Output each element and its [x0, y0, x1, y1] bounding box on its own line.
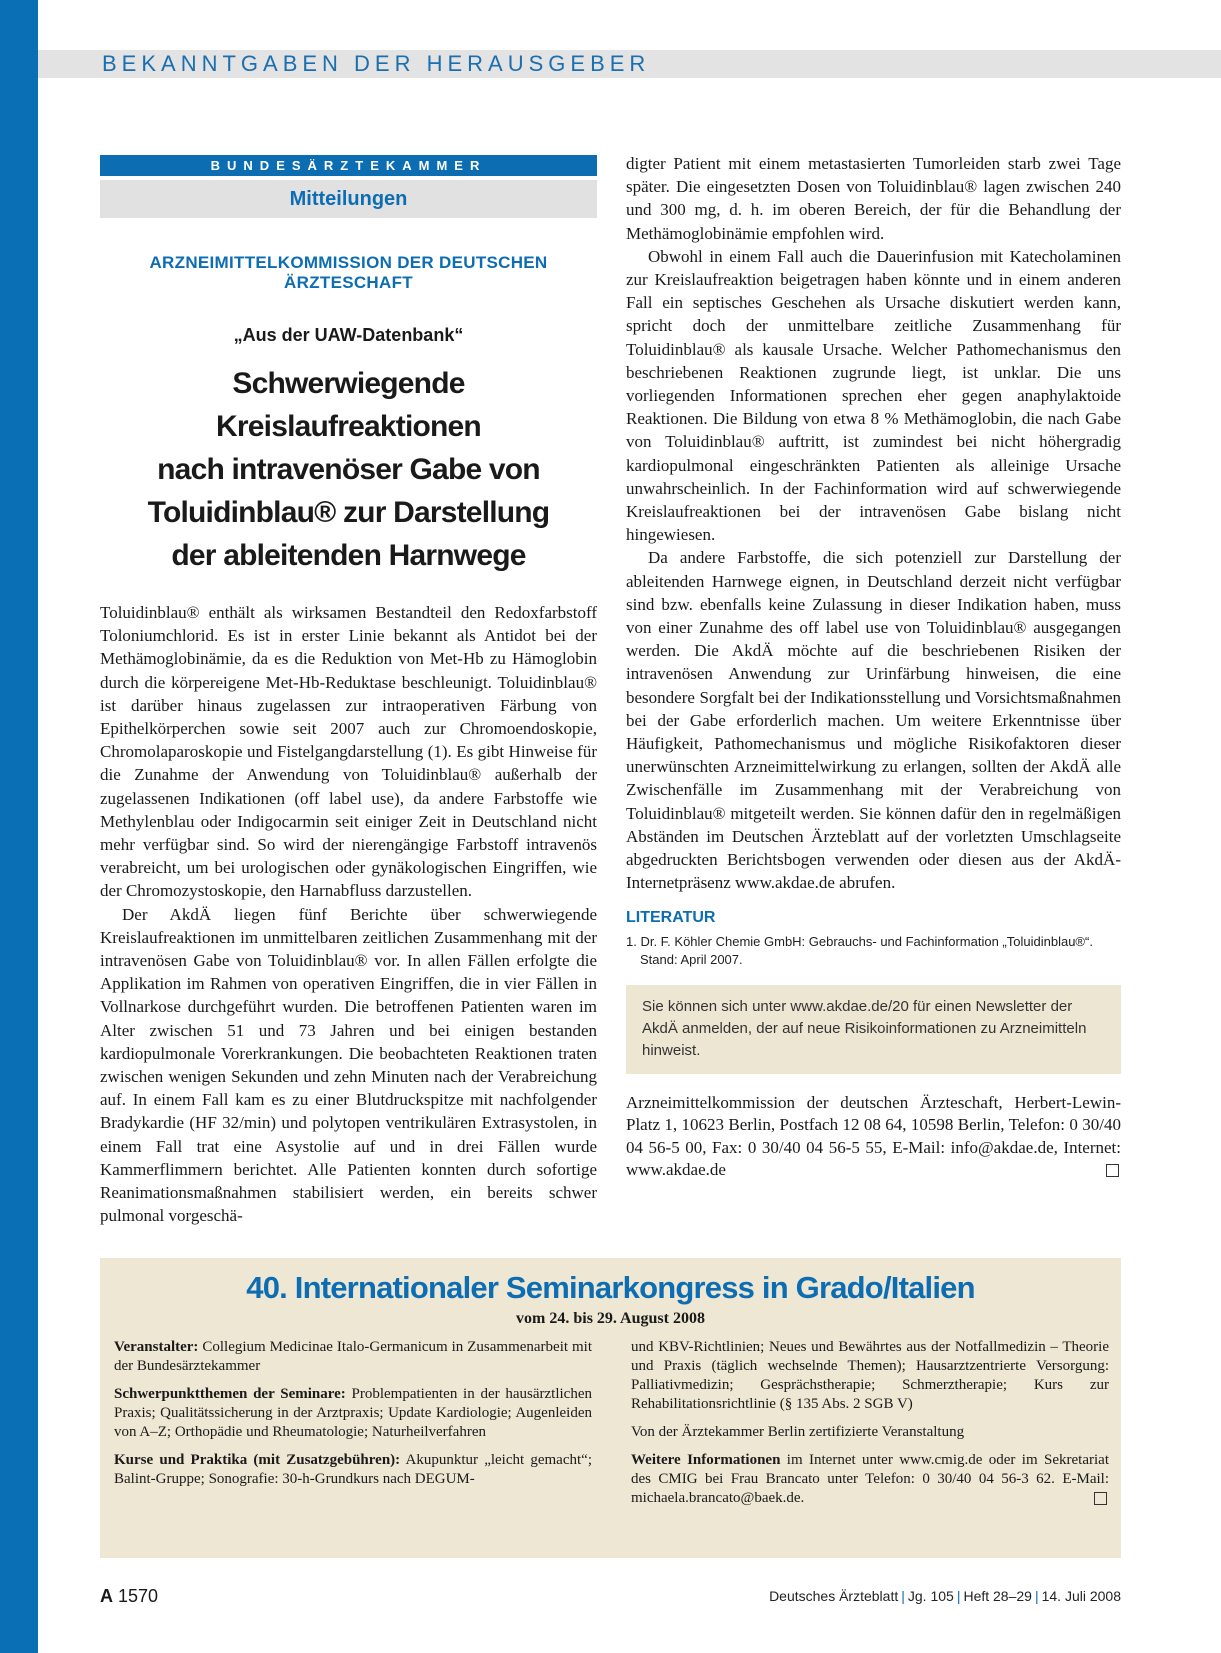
contact-block: [626, 1092, 1121, 1182]
event-box: [100, 1258, 1121, 1558]
event-info-label: Weitere Informationen: [631, 1452, 781, 1468]
event-item: [114, 1385, 592, 1442]
event-info: [631, 1451, 1109, 1508]
literature-heading: LITERATUR: [626, 908, 716, 926]
event-title: 40. Internationaler Seminarkongress in Grado/Italien: [246, 1270, 975, 1305]
event-date: vom 24. bis 29. August 2008: [516, 1310, 705, 1327]
end-mark-icon: [1106, 1164, 1119, 1177]
left-column: [100, 155, 597, 1227]
page-number: [100, 1586, 158, 1607]
event-right-column: [631, 1338, 1109, 1517]
title-line: Toluidinblau® zur Darstellung: [147, 496, 550, 529]
section-header: BEKANNTGABEN DER HERAUSGEBER: [102, 51, 651, 76]
newsletter-box: Sie können sich unter www.akdae.de/20 für einen Newsletter der AkdÄ anmelden, der auf neue Risikoinformationen zu Arzneimitteln hinweist.: [626, 985, 1121, 1074]
event-item-label: Veranstalter:: [114, 1339, 199, 1355]
article-title: [100, 362, 597, 577]
event-item: [114, 1338, 592, 1376]
event-columns: [114, 1338, 1109, 1517]
event-item-text: Collegium Medicinae Italo-Germanicum in Zusammenarbeit mit der Bundesärztekammer: [114, 1339, 592, 1374]
event-item: [114, 1451, 592, 1489]
journal-name: Deutsches Ärzteblatt: [769, 1588, 899, 1604]
paragraph: Obwohl in einem Fall auch die Dauerinfusion mit Katecholaminen zur Kreislaufreaktion beigetragen haben könnte und in einem anderen Fall ein septisches Geschehen als Ursache diskutiert werden kann, spricht doch der unmittelbare zeitliche Zusammenhang für Toluidinblau® als kausale Ursache. Welcher Pathomechanismus den beschriebenen Reaktionen zugrunde liegt, ist unklar. Die uns vorliegenden Informationen sprechen eher gegen anaphylaktoide Reaktionen. Die Bildung von etwa 8 % Methämoglobin, die nach Gabe von Toluidinblau® auftritt, ist zumindest bei nicht höhergradig kardiopulmonal eingeschränkten Patienten als alleinige Ursache unwahrscheinlich. In der Fachinformation wird auf schwerwiegende Kreislaufreaktionen bei der intravenösen Gabe bislang nicht hingewiesen.: [626, 246, 1121, 545]
journal-volume: Jg. 105: [907, 1588, 954, 1604]
title-line: Schwerwiegende Kreislaufreaktionen: [216, 367, 481, 443]
event-left-column: [114, 1338, 592, 1517]
footer-separator: |: [1034, 1588, 1039, 1604]
event-certification: Von der Ärztekammer Berlin zertifizierte Veranstaltung: [631, 1424, 965, 1440]
page-prefix: A: [100, 1586, 113, 1606]
paragraph: Der AkdÄ liegen fünf Berichte über schwerwiegende Kreislaufreaktionen im unmittelbaren zeitlichen Zusammenhang mit der intravenösen Gabe von Toluidinblau® vor. In allen Fällen erfolgte die Applikation im Rahmen von operativen Eingriffen, die in vier Fällen in Vollnarkose durchgeführt wurden. Die betroffenen Patienten waren im Alter zwischen 51 und 73 Jahren und bei einigen bestanden kardiopulmonale Vorerkrankungen. Die beobachteten Reaktionen traten zwischen wenigen Sekunden und zehn Minuten nach der Verabreichung auf. In einem Fall kam es zu einer Blutdruckspitze mit nachfolgender Bradykardie (HF 32/min) und polytopen ventrikulären Extrasystolen, in einem Fall trat eine Asystolie auf und in drei Fällen wurde Kammerflimmern berichtet. Alle Patienten konnten durch sofortige Reanimationsmaßnahmen stabilisiert werden, ein bereits schwer pulmonal vorgeschä-: [100, 904, 597, 1226]
title-line: nach intravenöser Gabe von: [157, 453, 540, 486]
journal-date: 14. Juli 2008: [1041, 1588, 1121, 1604]
event-item-label: Kurse und Praktika (mit Zusatzgebühren):: [114, 1452, 401, 1468]
body-text-left: [100, 601, 597, 1227]
article-kicker: ARZNEIMITTELKOMMISSION DER DEUTSCHEN ÄRZTESCHAFT: [149, 253, 548, 292]
literature-item: 1. Dr. F. Köhler Chemie GmbH: Gebrauchs- und Fachinformation „Toluidinblau®“. Stand: April 2007.: [626, 933, 1093, 967]
left-color-bar: [0, 0, 38, 1653]
title-line: der ableitenden Harnwege: [171, 539, 526, 572]
event-item-text: Problempatienten in der hausärztlichen Praxis; Qualitätssicherung in der Arztpraxis; Update Kardiologie; Augenleiden von A–Z; Orthopädie und Rheumatologie; Naturheilverfahren: [114, 1386, 592, 1440]
event-info-text: im Internet unter www.cmig.de oder im Sekretariat des CMIG bei Frau Brancato unter Telefon: 0 30/40 04 56-3 62. E-Mail: michaela.brancato@baek.de.: [631, 1452, 1109, 1506]
paragraph: Toluidinblau® enthält als wirksamen Bestandteil den Redoxfarbstoff Toloniumchlorid. Es ist in erster Linie bekannt als Antidot bei der Methämoglobinämie, da es die Reduktion von Met-Hb zu Hämoglobin durch die körpereigene Met-Hb-Reduktase beschleunigt. Toluidinblau® ist darüber hinaus zugelassen zur intraoperativen Färbung von Epithelkörperchen sowie seit 2007 auch zur Chromoendoskopie, Chromolaparoskopie und Fistelgangdarstellung (1). Es gibt Hinweise für die Zunahme der Anwendung von Toluidinblau® außerhalb der zugelassenen Indikationen (off label use), da andere Farbstoffe wie Methylenblau oder Indigocarmin seit einiger Zeit in Deutschland nicht mehr verfügbar sind. So wird der nierengängige Farbstoff intravenös verabreicht, um bei urologischen oder gynäkologischen Eingriffen, wie der Chromozystoskopie, den Harnabfluss darzustellen.: [100, 603, 597, 901]
journal-issue: Heft 28–29: [963, 1588, 1032, 1604]
end-mark-icon: [1094, 1492, 1107, 1505]
paragraph: digter Patient mit einem metastasierten Tumorleiden starb zwei Tage später. Die eingesetzten Dosen von Toluidinblau® lagen zwischen 240 und 300 mg, d. h. im oberen Bereich, der für die Behandlung der Methämoglobinämie empfohlen wird.: [626, 154, 1121, 243]
journal-footer: [769, 1588, 1121, 1604]
footer-separator: |: [956, 1588, 961, 1604]
right-column: [626, 152, 1121, 1182]
article-rubric: „Aus der UAW-Datenbank“: [233, 325, 464, 345]
page-number-value: 1570: [118, 1586, 159, 1606]
section-subtitle: Mitteilungen: [100, 180, 597, 218]
body-text-right: [626, 152, 1121, 895]
event-item-label: Schwerpunktthemen der Seminare:: [114, 1386, 346, 1402]
organization-bar: BUNDESÄRZTEKAMMER: [100, 155, 597, 176]
footer-separator: |: [901, 1588, 905, 1604]
event-topics: und KBV-Richtlinien; Neues und Bewährtes aus der Notfallmedizin – Theorie und Praxis (täglich wechselnde Themen); Hausarztzentrierte Versorgung: Palliativmedizin; Gesprächstherapie; Schmerztherapie; Kurs zur Rehabilitationsrichtlinie (§ 135 Abs. 2 SGB V): [631, 1339, 1109, 1412]
paragraph: Da andere Farbstoffe, die sich potenziell zur Darstellung der ableitenden Harnwege eignen, in Deutschland derzeit nicht verfügbar sind bzw. ebenfalls keine Zulassung in dieser Indikation haben, muss von einer Zunahme des off label use von Toluidinblau® ausgegangen werden. Die AkdÄ möchte auf die beschriebenen Risiken der intravenösen Anwendung zur Urinfärbung hinweisen, die eine besondere Sorgfalt bei der Indikationsstellung und Vorsichtsmaßnahmen bei der Gabe erforderlich machen. Um weitere Erkenntnisse über Häufigkeit, Pathomechanismus und mögliche Risikofaktoren dieser unerwünschten Arzneimittelwirkung zu erlangen, sollten der AkdÄ alle Zwischenfälle im Zusammenhang mit der Verabreichung von Toluidinblau® mitgeteilt werden. Sie können dafür den in regelmäßigen Abständen im Deutschen Ärzteblatt auf der vorletzten Umschlagseite abgedruckten Berichtsbogen verwenden oder diesen aus der AkdÄ-Internetpräsenz www.akdae.de abrufen.: [626, 548, 1121, 893]
contact-text: Arzneimittelkommission der deutschen Ärzteschaft, Herbert-Lewin-Platz 1, 10623 Berlin, Postfach 12 08 64, 10598 Berlin, Telefon: 0 30/40 04 56-5 00, Fax: 0 30/40 04 56-5 55, E-Mail: info@akdae.de, Internet: www.akdae.de: [626, 1092, 1121, 1179]
event-item-text: Akupunktur „leicht gemacht“; Balint-Gruppe; Sonografie: 30-h-Grundkurs nach DEGUM-: [114, 1452, 592, 1487]
